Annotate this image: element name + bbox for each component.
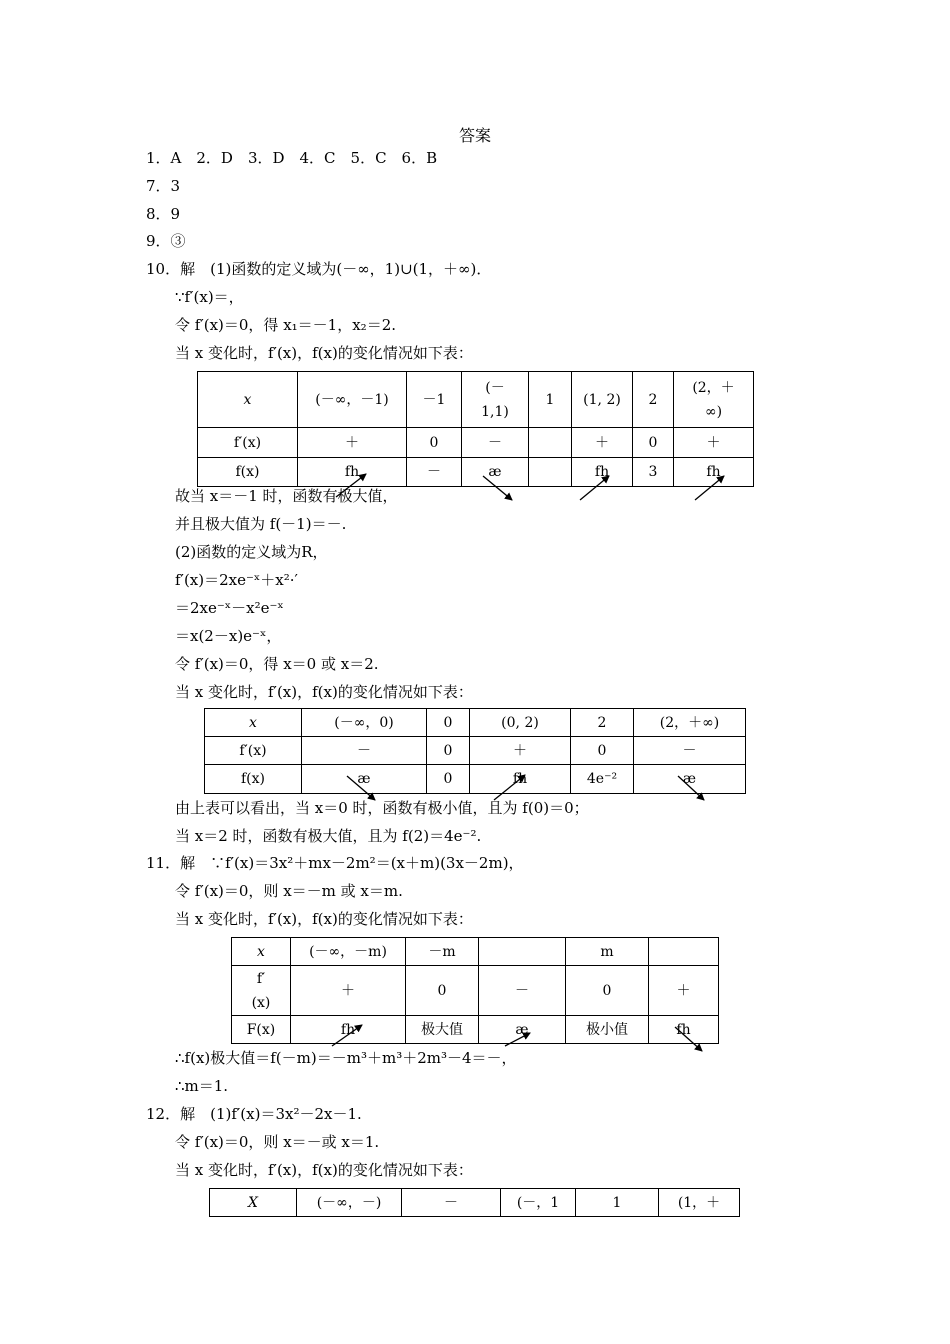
table-cell: f′(x) (198, 428, 298, 458)
table-cell: 1 (529, 372, 572, 428)
table-cell: 0 (427, 737, 470, 765)
table-cell (479, 938, 566, 966)
table-q12 (209, 1188, 740, 1217)
table-cell: æ (302, 765, 427, 794)
answer-line-8: 8．9 (146, 205, 181, 223)
q10-line-c: 令 f′(x)＝0，得 x₁＝－1，x₂＝2. (175, 316, 397, 334)
table-cell: －m (406, 938, 479, 966)
table-cell: (2，＋ ∞) (674, 372, 754, 428)
table-cell: fh (674, 458, 754, 487)
answer-line-7: 7．3 (146, 177, 181, 195)
q10-line-k: 令 f′(x)＝0，得 x＝0 或 x＝2. (175, 655, 379, 673)
table-q10-part2 (204, 708, 746, 794)
table-cell (529, 428, 572, 458)
table-cell: 0 (633, 428, 674, 458)
answer-line-9: 9．③ (146, 232, 186, 250)
q12-line-a: 12．解 (1)f′(x)＝3x²－2x－1. (146, 1105, 362, 1123)
q10-line-m: 由上表可以看出，当 x＝0 时，函数有极小值，且为 f(0)＝0； (175, 799, 589, 817)
q10-line-f: 并且极大值为 f(－1)＝－. (175, 515, 347, 533)
table-cell: æ (479, 1016, 566, 1044)
table-cell: 1 (576, 1189, 659, 1217)
table-cell: 0 (427, 765, 470, 794)
q10-line-d: 当 x 变化时，f′(x)，f(x)的变化情况如下表： (175, 344, 473, 362)
table-cell: ＋ (291, 966, 406, 1016)
table-cell: － (407, 458, 462, 487)
table-cell: 极小值 (566, 1016, 649, 1044)
table-cell: f′ (x) (232, 966, 291, 1016)
table-cell: æ (634, 765, 746, 794)
q11-line-b: 令 f′(x)＝0，则 x＝－m 或 x＝m. (175, 882, 403, 900)
table-cell: 4e⁻² (571, 765, 634, 794)
q10-line-i: ＝2xe⁻ˣ－x²e⁻ˣ (175, 599, 284, 617)
table-cell: fh (572, 458, 633, 487)
table-cell: f′(x) (205, 737, 302, 765)
table-cell: x (232, 938, 291, 966)
page-title: 答案 (459, 126, 492, 145)
q10-line-l: 当 x 变化时，f′(x)，f(x)的变化情况如下表： (175, 683, 473, 701)
q10-line-a: 10．解 (1)函数的定义域为(－∞，1)∪(1，＋∞)． (146, 260, 492, 278)
table-cell: ＋ (674, 428, 754, 458)
table-cell: (2，＋∞) (634, 709, 746, 737)
q10-line-b: ∵f′(x)＝， (175, 288, 244, 306)
table-cell: 极大值 (406, 1016, 479, 1044)
table-cell: (1, 2) (572, 372, 633, 428)
answer-line-1-6: 1．A 2．D 3．D 4．C 5．C 6．B (146, 149, 438, 167)
q11-line-d: ∴f(x)极大值＝f(－m)＝－m³＋m³＋2m³－4＝－， (175, 1049, 517, 1067)
table-cell: f(x) (205, 765, 302, 794)
table-cell: f(x) (198, 458, 298, 487)
table-cell: fh (649, 1016, 719, 1044)
table-cell: － (402, 1189, 501, 1217)
table-cell: (1，＋ (659, 1189, 740, 1217)
table-cell: － (479, 966, 566, 1016)
table-cell: X (210, 1189, 297, 1217)
table-cell: ＋ (649, 966, 719, 1016)
q10-line-h: f′(x)＝2xe⁻ˣ＋x²·′ (175, 571, 298, 589)
q12-line-b: 令 f′(x)＝0，则 x＝－或 x＝1. (175, 1133, 380, 1151)
table-cell: (－∞，－1) (298, 372, 407, 428)
q10-line-j: ＝x(2－x)e⁻ˣ， (175, 627, 282, 645)
table-cell: fh (291, 1016, 406, 1044)
table-cell: 0 (571, 737, 634, 765)
table-cell: － (302, 737, 427, 765)
table-cell: m (566, 938, 649, 966)
table-cell: æ (462, 458, 529, 487)
q11-line-a: 11．解 ∵f′(x)＝3x²＋mx－2m²＝(x＋m)(3x－2m)， (146, 854, 524, 872)
table-q10-part1 (197, 371, 754, 487)
table-cell: (－ 1,1) (462, 372, 529, 428)
table-cell (649, 938, 719, 966)
table-cell: － (634, 737, 746, 765)
table-cell (529, 458, 572, 487)
q11-line-c: 当 x 变化时，f′(x)，f(x)的变化情况如下表： (175, 910, 473, 928)
table-cell: x (205, 709, 302, 737)
table-cell: 2 (633, 372, 674, 428)
table-cell: fh (470, 765, 571, 794)
q11-line-e: ∴m＝1. (175, 1077, 229, 1095)
table-cell: (－∞，0) (302, 709, 427, 737)
q12-line-c: 当 x 变化时，f′(x)，f(x)的变化情况如下表： (175, 1161, 473, 1179)
q10-line-g: (2)函数的定义域为R， (175, 543, 328, 561)
table-cell: (－∞，－) (297, 1189, 402, 1217)
table-cell: F(x) (232, 1016, 291, 1044)
table-cell: x (198, 372, 298, 428)
table-cell: fh (298, 458, 407, 487)
q10-line-n: 当 x＝2 时，函数有极大值，且为 f(2)＝4e⁻². (175, 827, 482, 845)
table-cell: (－∞，－m) (291, 938, 406, 966)
table-cell: 0 (407, 428, 462, 458)
table-q11 (231, 937, 719, 1044)
table-cell: 0 (427, 709, 470, 737)
table-cell: (0, 2) (470, 709, 571, 737)
table-cell: ＋ (298, 428, 407, 458)
table-cell: －1 (407, 372, 462, 428)
table-cell: 0 (566, 966, 649, 1016)
table-cell: － (462, 428, 529, 458)
table-cell: ＋ (572, 428, 633, 458)
table-cell: 2 (571, 709, 634, 737)
table-cell: 3 (633, 458, 674, 487)
q10-line-e: 故当 x＝－1 时，函数有极大值， (175, 487, 398, 505)
table-cell: (－，1 (501, 1189, 576, 1217)
table-cell: 0 (406, 966, 479, 1016)
table-cell: ＋ (470, 737, 571, 765)
